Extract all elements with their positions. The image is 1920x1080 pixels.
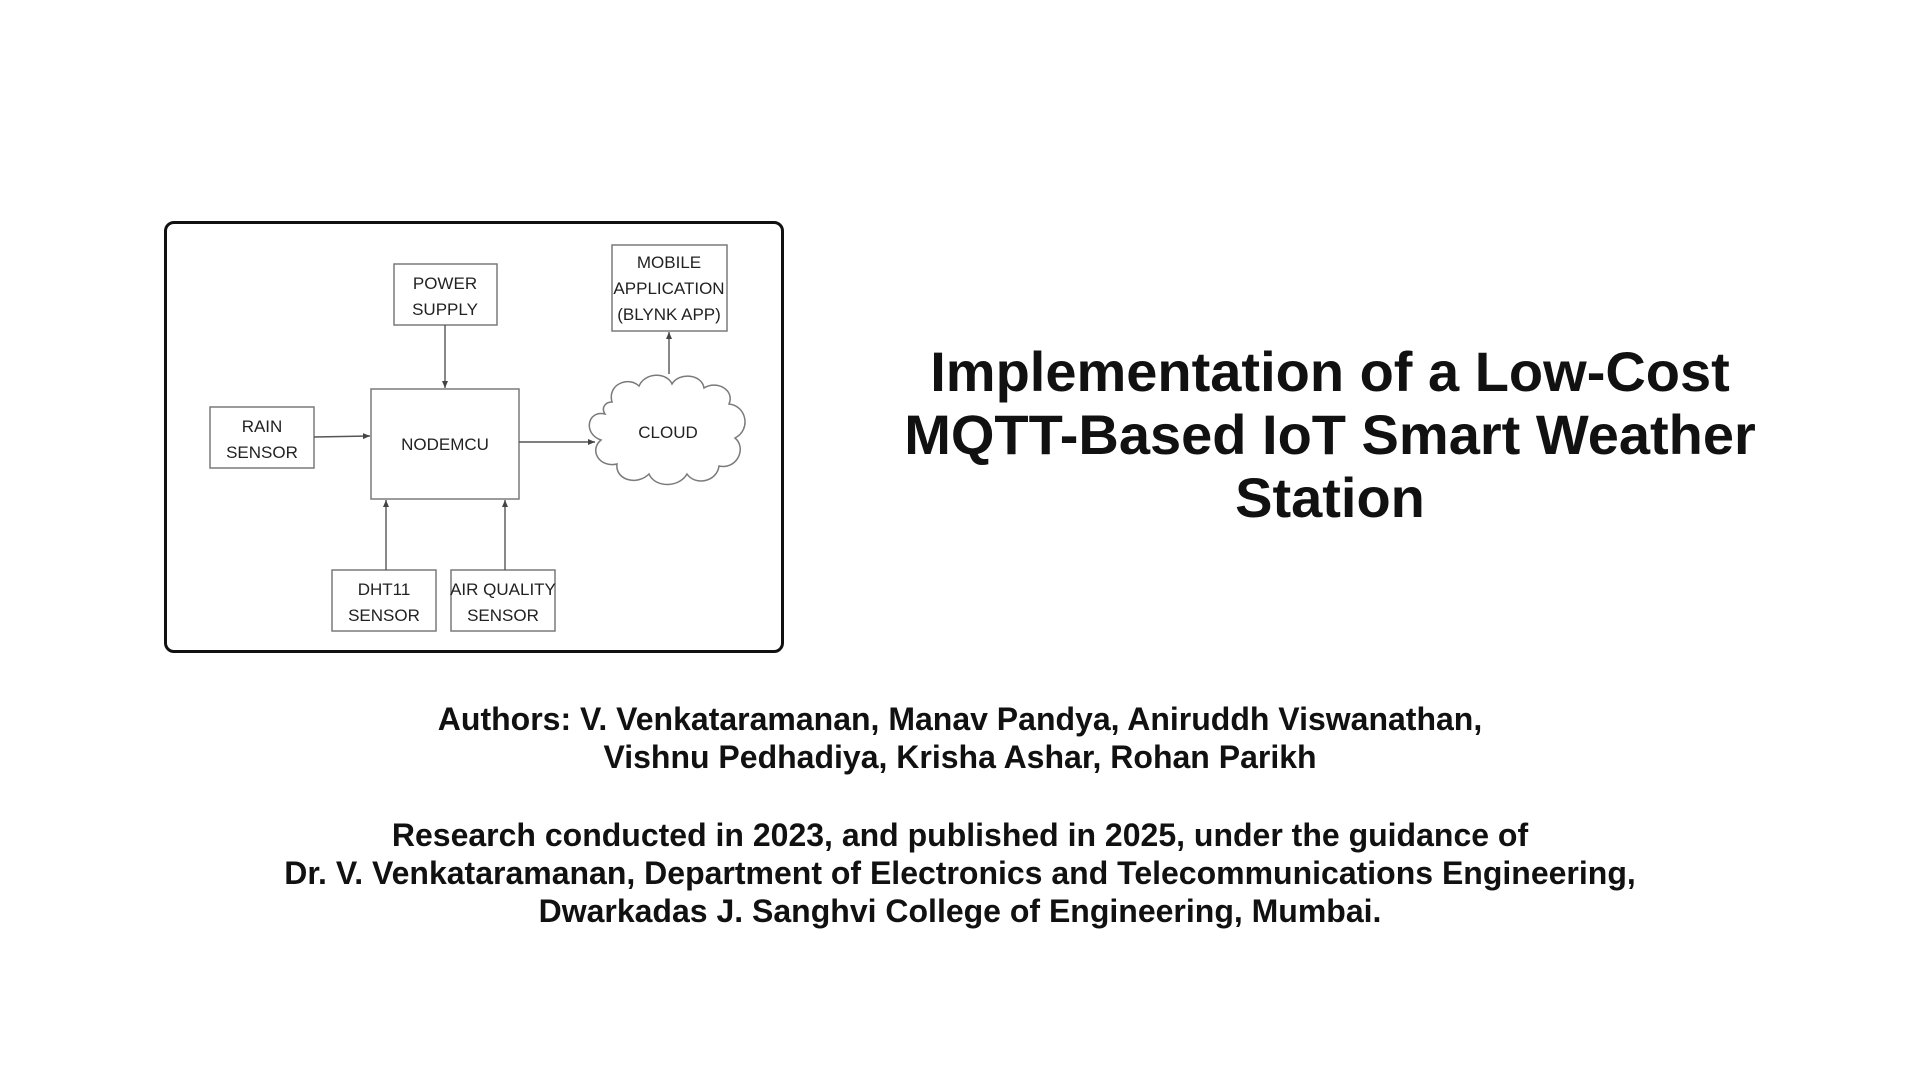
node-nodemcu (371, 389, 519, 499)
research-note (100, 816, 1820, 930)
mobile-application-label-line-3: (BLYNK APP) (617, 305, 721, 324)
rain-sensor-label-line-2: SENSOR (226, 443, 298, 462)
authors-block (100, 700, 1820, 776)
nodemcu-label: NODEMCU (401, 435, 489, 454)
research-line-2: Dr. V. Venkataramanan, Department of Electronics and Telecommunications Engineering, (284, 855, 1636, 891)
node-air-quality-sensor (450, 570, 556, 631)
paper-title-line-1: Implementation of a Low-Cost (930, 340, 1730, 403)
authors-line-1: Authors: V. Venkataramanan, Manav Pandya, Aniruddh Viswanathan, (437, 701, 1483, 737)
air-quality-sensor-label-line-1: AIR QUALITY (450, 580, 556, 599)
research-line-3: Dwarkadas J. Sanghvi College of Engineering, Mumbai. (538, 893, 1382, 929)
node-rain-sensor (210, 407, 314, 468)
air-quality-sensor-label-line-2: SENSOR (467, 606, 539, 625)
arrow-rain-to-nodemcu (314, 436, 370, 437)
node-mobile-application (612, 245, 727, 331)
block-diagram (167, 224, 781, 650)
mobile-application-label-line-1: MOBILE (636, 253, 702, 272)
research-line-1: Research conducted in 2023, and published in 2025, under the guidance of (391, 817, 1529, 853)
paper-title-line-2: MQTT-Based IoT Smart Weather (904, 403, 1756, 466)
power-supply-label-line-2: SUPPLY (412, 300, 478, 319)
block-diagram-frame (164, 221, 784, 653)
dht11-sensor-label-line-1: DHT11 (357, 580, 411, 599)
power-supply-label-line-1: POWER (412, 274, 478, 293)
mobile-application-label-line-2: APPLICATION (613, 279, 725, 298)
dht11-sensor-label-line-2: SENSOR (348, 606, 420, 625)
paper-title-line-3: Station (1235, 466, 1425, 529)
paper-title (860, 340, 1800, 529)
node-dht11-sensor (332, 570, 436, 631)
authors-line-2: Vishnu Pedhadiya, Krisha Ashar, Rohan Parikh (603, 739, 1317, 775)
node-cloud (589, 375, 745, 484)
node-power-supply (394, 264, 497, 325)
cloud-label: CLOUD (638, 423, 698, 442)
rain-sensor-label-line-1: RAIN (241, 417, 283, 436)
